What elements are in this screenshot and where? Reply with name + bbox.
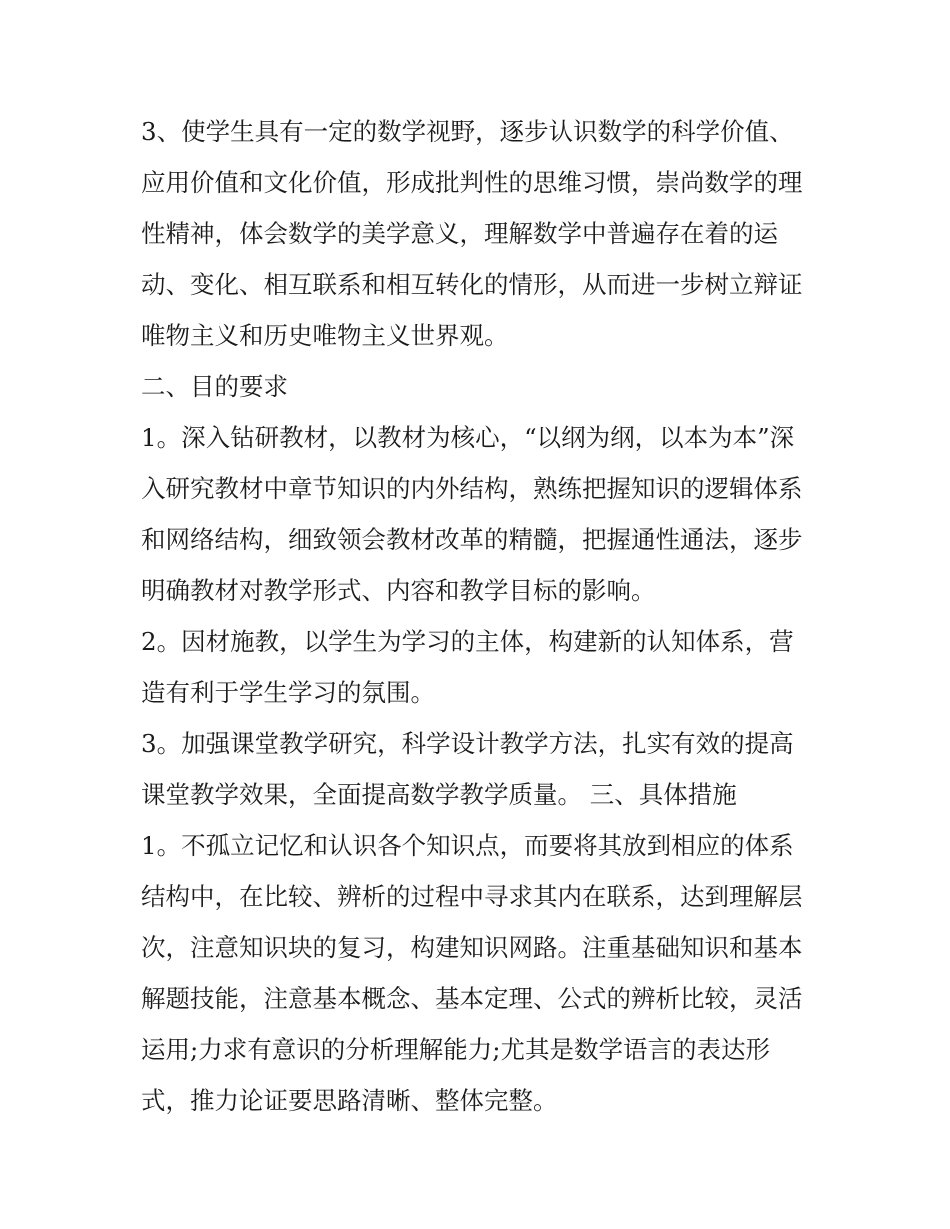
text-line: 明确教材对教学形式、内容和教学目标的影响。 — [141, 576, 656, 605]
text-line: 1。不孤立记忆和认识各个知识点，而要将其放到相应的体系 — [141, 831, 794, 860]
text-line: 3、使学生具有一定的数学视野，逐步认识数学的科学价值、 — [141, 117, 794, 146]
text-line: 1。深入钻研教材，以教材为核心，“以纲为纲，以本为本”深 — [141, 423, 795, 452]
text-line: 应用价值和文化价值，形成批判性的思维习惯，崇尚数学的理 — [141, 168, 803, 197]
text-line: 式，推力论证要思路清晰、整体完整。 — [141, 1086, 558, 1115]
text-line: 运用;力求有意识的分析理解能力;尤其是数学语言的表达形 — [141, 1035, 771, 1064]
text-line: 2。因材施教，以学生为学习的主体，构建新的认知体系，营 — [141, 627, 794, 656]
text-line: 3。加强课堂教学研究，科学设计教学方法，扎实有效的提高 — [141, 729, 794, 758]
text-line: 性精神，体会数学的美学意义，理解数学中普遍存在着的运 — [141, 219, 778, 248]
text-line: 结构中，在比较、辨析的过程中寻求其内在联系，达到理解层 — [141, 882, 803, 911]
text-line: 解题技能，注意基本概念、基本定理、公式的辨析比较，灵活 — [141, 984, 803, 1013]
text-line: 唯物主义和历史唯物主义世界观。 — [141, 321, 509, 350]
section-heading: 二、目的要求 — [141, 372, 288, 401]
text-line: 次，注意知识块的复习，构建知识网路。注重基础知识和基本 — [141, 933, 803, 962]
text-line: 入研究教材中章节知识的内外结构，熟练把握知识的逻辑体系 — [141, 474, 803, 503]
document-body — [141, 106, 821, 1126]
text-line: 和网络结构，细致领会教材改革的精髓，把握通性通法，逐步 — [141, 525, 803, 554]
text-line: 造有利于学生学习的氛围。 — [141, 678, 435, 707]
text-line: 课堂教学效果，全面提高数学教学质量。 三、具体措施 — [141, 780, 737, 809]
text-line: 动、变化、相互联系和相互转化的情形，从而进一步树立辩证 — [141, 270, 803, 299]
